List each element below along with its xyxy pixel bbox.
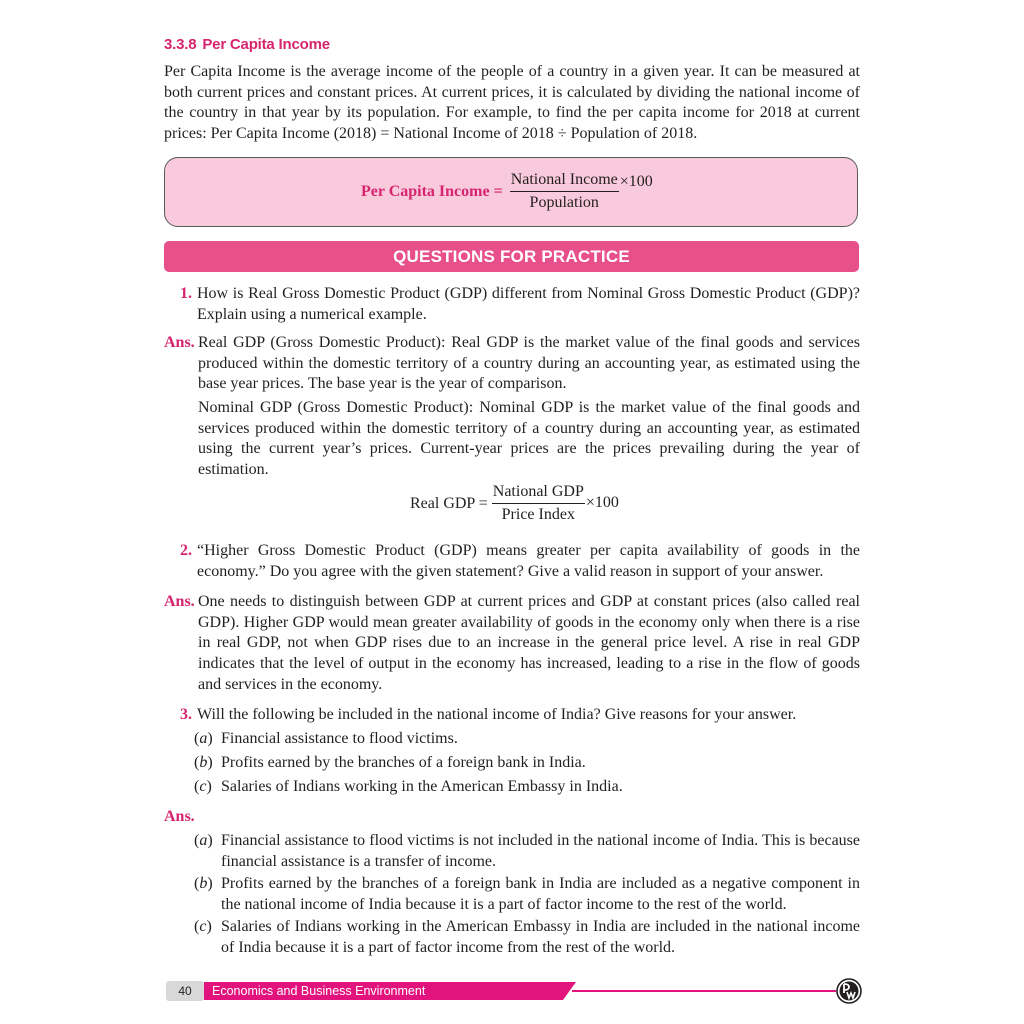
page-number: 40 xyxy=(166,981,204,1001)
section-paragraph: Per Capita Income is the average income of the people of a country in a given year. It can be measured at both current prices and constant prices. At current prices, it is calculated by dividing the national income of the country in that year by its population. For example, to find the per capita income for 2018 at current prices: Per Capita Income (2018) = National Income of 2018 ÷ Population of 2018. xyxy=(164,63,860,143)
q3-answer-b: Profits earned by the branches of a foreign bank in India are included as a negative component in the national income of India because it is a part of factor income to the rest of the world. xyxy=(221,875,860,913)
q3-ans-label: Ans. xyxy=(164,808,195,825)
formula-numerator: National Income xyxy=(510,170,619,192)
q3-item-a-marker: (a) xyxy=(194,730,213,747)
q1-number: 1. xyxy=(180,285,192,302)
formula-fraction xyxy=(510,170,619,213)
q3-item-b: Profits earned by the branches of a foreign bank in India. xyxy=(221,754,586,771)
real-gdp-numerator: National GDP xyxy=(492,482,585,504)
q1-answer-p1: Real GDP (Gross Domestic Product): Real GDP is the market value of the final goods and services produced within the domestic territory of a country during an accounting year, as estimated using the base year prices. The base year is the year of comparison. xyxy=(198,334,860,393)
real-gdp-denominator: Price Index xyxy=(501,506,575,523)
real-gdp-lhs: Real GDP = xyxy=(410,494,488,512)
formula-lhs: Per Capita Income = xyxy=(361,182,503,200)
real-gdp-multiplier: ×100 xyxy=(585,494,619,511)
q3-answer-a: Financial assistance to flood victims is not included in the national income of India. This is because financial assistance is a transfer of income. xyxy=(221,832,860,870)
q3-text: Will the following be included in the national income of India? Give reasons for your answer. xyxy=(197,706,797,723)
pw-logo-icon xyxy=(836,978,862,1004)
q2-ans-label: Ans. xyxy=(164,593,195,610)
formula-box xyxy=(164,157,858,227)
q3-answer-b-marker: (b) xyxy=(194,875,213,892)
real-gdp-formula xyxy=(410,482,619,525)
formula-denominator: Population xyxy=(529,194,599,211)
q3-answer-c: Salaries of Indians working in the American Embassy in India are included in the national income of India because it is a part of factor income from the rest of the world. xyxy=(221,918,860,956)
section-title: Per Capita Income xyxy=(202,36,330,53)
q1-text: How is Real Gross Domestic Product (GDP) different from Nominal Gross Domestic Product (GDP)? Explain using a numerical example. xyxy=(197,285,860,323)
footer-rule xyxy=(572,990,836,992)
q3-item-a: Financial assistance to flood victims. xyxy=(221,730,458,747)
per-capita-formula xyxy=(361,170,653,213)
q2-answer: One needs to distinguish between GDP at current prices and GDP at constant prices (also called real GDP). Higher GDP would mean greater availability of goods in the economy only when there is a rise in real GDP, not when GDP rises due to an increase in the general price level. A rise in real GDP indicates that the level of output in the economy has increased, leading to a rise in the flow of goods and services in the economy. xyxy=(198,593,860,693)
section-number: 3.3.8 xyxy=(164,36,197,53)
q3-answer-c-marker: (c) xyxy=(194,918,212,935)
q3-item-c: Salaries of Indians working in the American Embassy in India. xyxy=(221,778,623,795)
formula-multiplier: ×100 xyxy=(619,172,653,190)
section-heading xyxy=(164,36,330,53)
q2-number: 2. xyxy=(180,542,192,559)
questions-banner: QUESTIONS FOR PRACTICE xyxy=(164,241,859,272)
q1-answer-p2: Nominal GDP (Gross Domestic Product): Nominal GDP is the market value of the final goods and services produced within the domestic territory of a country during an accounting year, as estimated using the current year’s prices. Current-year prices are the prices prevailing during the year of estimation. xyxy=(198,399,860,479)
q3-answer-a-marker: (a) xyxy=(194,832,213,849)
real-gdp-fraction xyxy=(492,482,585,525)
q1-ans-label: Ans. xyxy=(164,334,195,351)
book-title: Economics and Business Environment xyxy=(212,984,426,998)
q3-item-b-marker: (b) xyxy=(194,754,213,771)
q3-item-c-marker: (c) xyxy=(194,778,212,795)
q2-text: “Higher Gross Domestic Product (GDP) means greater per capita availability of goods in the economy.” Do you agree with the given statement? Give a valid reason in support of your answer. xyxy=(197,542,860,580)
q3-number: 3. xyxy=(180,706,192,723)
